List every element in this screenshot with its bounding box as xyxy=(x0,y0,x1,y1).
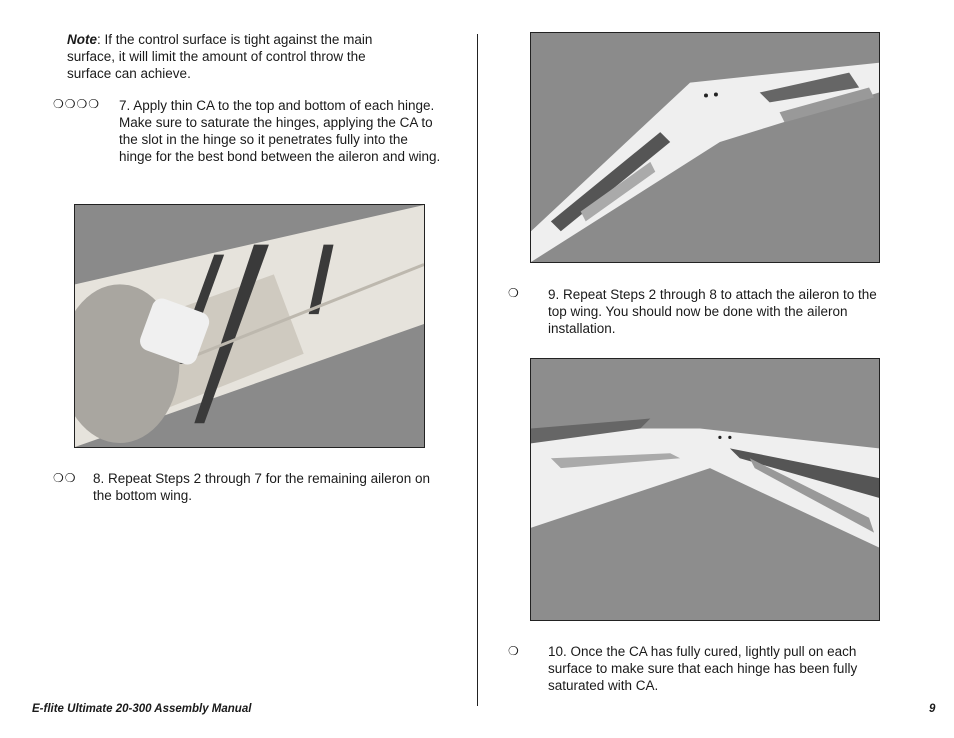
step-10-text: 10. Once the CA has fully cured, lightly pull on each surface to make sure that each hinge has been fully saturated with CA. xyxy=(548,644,858,693)
step-8-text: 8. Repeat Steps 2 through 7 for the remaining aileron on the bottom wing. xyxy=(93,471,430,503)
page-number: 9 xyxy=(929,703,936,715)
note-text: : If the control surface is tight against the main surface, it will limit the amount of control throw the surface can achieve. xyxy=(67,32,373,81)
column-divider xyxy=(477,34,478,706)
step-9-checkboxes[interactable]: ❍ xyxy=(508,286,520,300)
photo-top-wing-aileron xyxy=(530,32,880,263)
note-label: Note xyxy=(67,32,97,47)
note-paragraph xyxy=(67,31,397,82)
photo-applying-ca-to-hinges xyxy=(74,204,425,448)
step-10-checkboxes[interactable]: ❍ xyxy=(508,644,520,658)
photo-finished-wing xyxy=(530,358,880,621)
step-7-checkboxes[interactable]: ❍❍❍❍ xyxy=(53,97,101,111)
wing-ca-photo-illustration xyxy=(75,205,424,447)
finished-wing-photo-illustration xyxy=(531,359,879,620)
step-8-checkboxes[interactable]: ❍❍ xyxy=(53,471,77,485)
step-7-text: 7. Apply thin CA to the top and bottom of each hinge. Make sure to saturate the hinges, applying the CA to the slot in the hinge so it penetrates fully into the hinge for the best bond between the aileron and wing. xyxy=(119,98,441,164)
footer-title: E-flite Ultimate 20-300 Assembly Manual xyxy=(32,703,252,715)
top-wing-photo-illustration xyxy=(531,33,879,262)
step-9-text: 9. Repeat Steps 2 through 8 to attach the aileron to the top wing. You should now be done with the aileron installation. xyxy=(548,287,877,336)
